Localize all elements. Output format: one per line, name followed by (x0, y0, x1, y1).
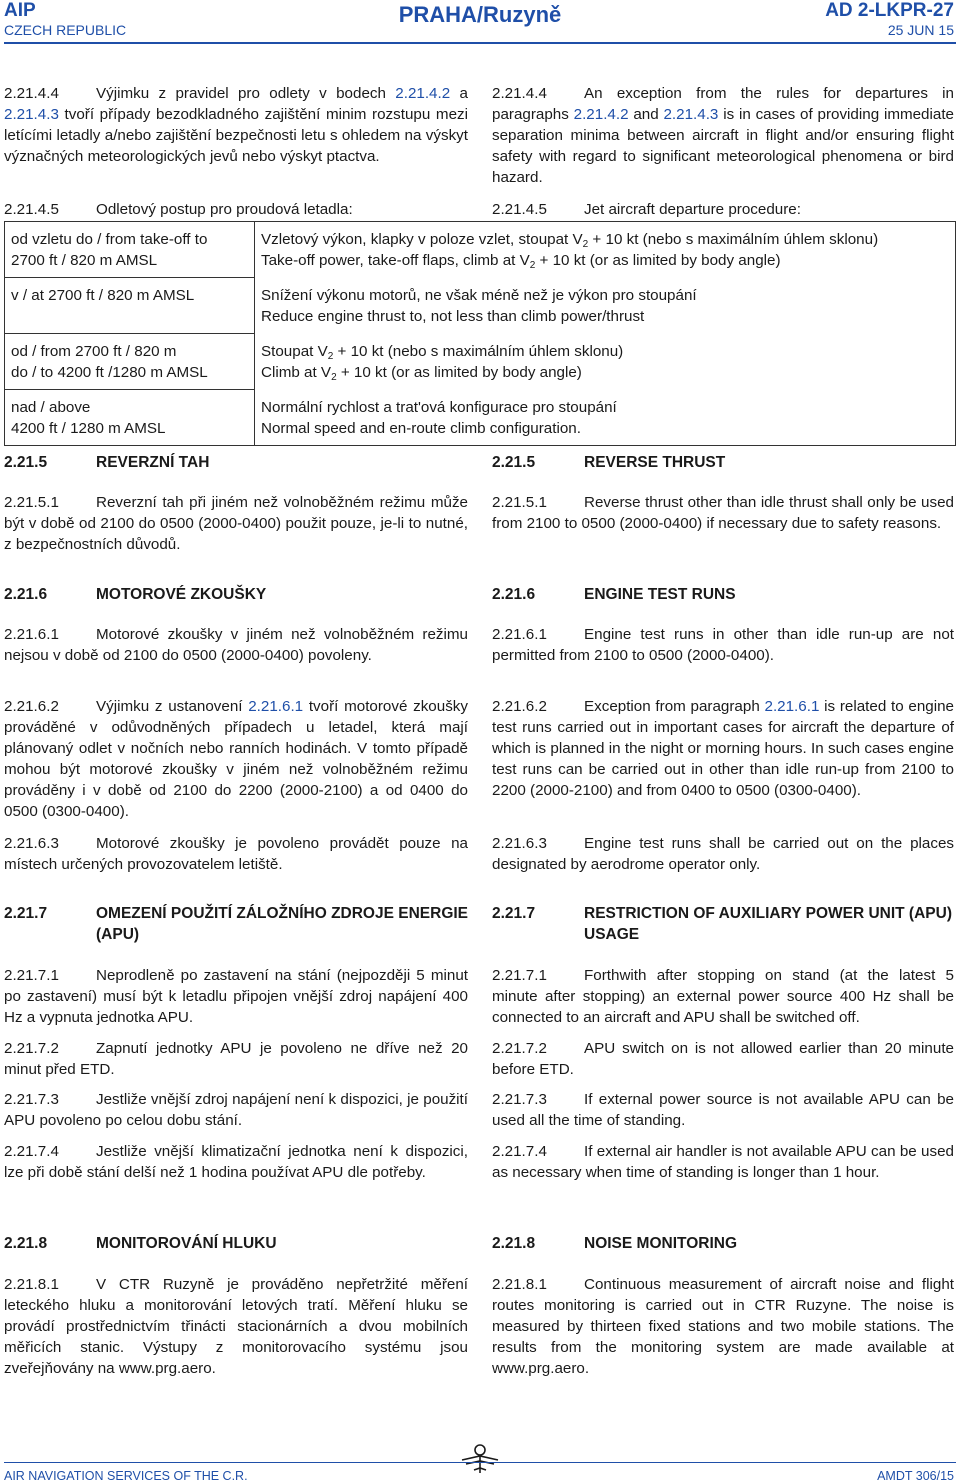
para-number: 2.21.7.4 (4, 1143, 59, 1160)
para-number: 2.21.4.4 (492, 85, 547, 102)
para-number: 2.21.7.3 (492, 1091, 547, 1108)
para-2-21-8-1-en (492, 1274, 954, 1379)
para-text: Motorové zkoušky v jiném než volnoběžném režimu nejsou v době od 2100 do 0500 (2000-0400) povoleny. (4, 626, 468, 664)
para-text: Odletový postup pro proudová letadla: (96, 201, 353, 218)
heading-number: 2.21.5 (4, 454, 48, 471)
heading-2-21-7-en (492, 903, 954, 945)
heading-2-21-6-en (492, 584, 954, 605)
para-2-21-7-4-en (492, 1141, 954, 1183)
para-2-21-5-1-en (492, 492, 954, 534)
para-text: Jet aircraft departure procedure: (584, 201, 801, 218)
para-number: 2.21.7.1 (492, 967, 547, 984)
heading-number: 2.21.6 (4, 586, 48, 603)
para-2-21-7-2-cz (4, 1038, 468, 1080)
procedure-cell (255, 222, 956, 278)
cell-line-en: Reduce engine thrust to, not less than climb power/thrust (261, 307, 645, 325)
header-right (825, 0, 954, 38)
para-text: Výjimku z pravidel pro odlety v bodech (96, 85, 396, 102)
heading-number: 2.21.8 (4, 1235, 48, 1252)
heading-number: 2.21.6 (492, 586, 536, 603)
para-number: 2.21.5.1 (4, 494, 59, 511)
cell-line: 4200 ft / 1280 m AMSL (11, 420, 166, 437)
para-number: 2.21.7.2 (4, 1040, 59, 1057)
para-2-21-7-1-en (492, 965, 954, 1028)
para-text: V CTR Ruzyně je prováděno nepřetržité měření leteckého hluku a monitorování letových tratí. Měření hluku se provádí prostřednictvím třinácti stacionárních a dvou mobilních měřicích stanic. Výstupy z monitorovacího systému jsou zveřejňovány na www.prg.aero. (4, 1276, 468, 1377)
para-text: Jestliže vnější zdroj napájení není k dispozici, je použití APU povoleno po celou dobu stání. (4, 1091, 468, 1129)
cell-line-cz: Snížení výkonu motorů, ne však méně než je výkon pro stoupání (261, 286, 697, 304)
heading-text: REVERZNÍ TAH (96, 454, 210, 471)
ans-cr-logo-icon (458, 1440, 502, 1474)
heading-text: ENGINE TEST RUNS (584, 586, 736, 603)
ref-link-2-21-4-2[interactable]: 2.21.4.2 (395, 85, 451, 102)
para-text: Neprodleně po zastavení na stání (nejpozději 5 minut po zastavení) musí být k letadlu připojen vnější zdroj napájení 400 Hz a vypnuta jednotka APU. (4, 967, 468, 1026)
para-text: Zapnutí jednotky APU je povoleno ne dříve než 20 minut před ETD. (4, 1040, 468, 1078)
para-text: An exception from the rules for departures in paragraphs (492, 85, 954, 123)
altitude-cell (5, 390, 255, 446)
para-text: If external air handler is not available APU can be used as necessary when time of standing is longer than 1 hour. (492, 1143, 954, 1181)
para-text: tvoří případy bezodkladného zajištění minim rozstupu mezi letícími letadly a/nebo zajištění bezpečnosti letu s ohledem na výskyt význačných meteorologických jevů nebo výskyt ptactva. (4, 106, 468, 165)
procedure-cell (255, 390, 956, 446)
para-text: tvoří motorové zkoušky prováděné v odůvodněných případech u letadel, která mají plánovaný odlet v nočních nebo ranních hodinách. V tomto případě mohou být motorové zkoušky v jiném než volnoběžném režimu prováděny i v době od 2100 do 2200 (2000-2100) a od 0400 do 0500 (0300-0400). (4, 698, 468, 820)
para-number: 2.21.7.3 (4, 1091, 59, 1108)
para-text: Exception from paragraph (584, 698, 765, 715)
para-2-21-6-2-cz (4, 696, 468, 822)
text: + 10 kt (nebo s maximálním úhlem sklonu) (333, 342, 624, 360)
heading-2-21-5-cz (4, 452, 468, 473)
para-number: 2.21.6.2 (492, 698, 547, 715)
document-code: AD 2-LKPR-27 (825, 0, 954, 21)
table-row (5, 334, 956, 390)
heading-text: RESTRICTION OF AUXILIARY POWER UNIT (APU) USAGE (584, 905, 952, 943)
para-number: 2.21.4.4 (4, 85, 59, 102)
para-text: Forthwith after stopping on stand (at the latest 5 minute after stopping) an external power source 400 Hz shall be connected to an aircraft and APU shall be switched off. (492, 967, 954, 1026)
procedure-cell (255, 278, 956, 334)
altitude-cell (5, 278, 255, 334)
cell-line: do / to 4200 ft /1280 m AMSL (11, 364, 208, 381)
heading-number: 2.21.7 (492, 905, 536, 922)
para-2-21-6-1-en (492, 624, 954, 666)
heading-2-21-8-cz (4, 1233, 468, 1254)
heading-number: 2.21.7 (4, 905, 48, 922)
heading-2-21-8-en (492, 1233, 954, 1254)
aip-label: AIP (4, 0, 36, 21)
text: + 10 kt (nebo s maximálním úhlem sklonu) (588, 231, 879, 248)
ref-link-2-21-4-2[interactable]: 2.21.4.2 (573, 106, 629, 123)
para-number: 2.21.8.1 (492, 1276, 547, 1293)
text: + 10 kt (or as limited by body angle) (336, 363, 582, 381)
para-number: 2.21.6.1 (492, 626, 547, 643)
ref-link-2-21-6-1[interactable]: 2.21.6.1 (248, 698, 304, 715)
page-title: PRAHA/Ruzyně (398, 2, 562, 27)
cell-line-en: Normal speed and en-route climb configuration. (261, 419, 581, 437)
subscript: 2 (529, 260, 536, 271)
para-number: 2.21.6.3 (492, 835, 547, 852)
cell-line-cz: Normální rychlost a trat'ová konfigurace pro stoupání (261, 398, 617, 416)
para-number: 2.21.6.3 (4, 835, 59, 852)
para-text: Motorové zkoušky je povoleno provádět pouze na místech určených provozovatelem letiště. (4, 835, 468, 873)
para-2-21-4-4-en (492, 83, 954, 188)
cell-line: nad / above (11, 399, 91, 416)
header-divider (4, 42, 956, 44)
para-2-21-6-3-cz (4, 833, 468, 875)
ref-link-2-21-6-1[interactable]: 2.21.6.1 (764, 698, 820, 715)
heading-2-21-5-en (492, 452, 954, 473)
subscript: 2 (327, 350, 334, 362)
ref-link-2-21-4-3[interactable]: 2.21.4.3 (4, 106, 59, 123)
cell-line-cz (261, 229, 949, 250)
para-number: 2.21.7.4 (492, 1143, 547, 1160)
para-2-21-7-2-en (492, 1038, 954, 1080)
cell-line: od vzletu do / from take-off to (11, 231, 208, 248)
heading-2-21-6-cz (4, 584, 468, 605)
para-2-21-7-1-cz (4, 965, 468, 1028)
para-number: 2.21.6.1 (4, 626, 59, 643)
altitude-cell (5, 334, 255, 390)
para-number: 2.21.7.2 (492, 1040, 547, 1057)
effective-date: 25 JUN 15 (887, 22, 954, 38)
para-text: is in cases of providing immediate separation minima between aircraft in flight and/or ensuring flight safety with regard to significant meteorological phenomena or bird hazard. (492, 106, 954, 186)
heading-text: REVERSE THRUST (584, 454, 726, 471)
para-2-21-7-3-en (492, 1089, 954, 1131)
para-text: a (450, 85, 468, 102)
heading-2-21-7-cz (4, 903, 468, 945)
para-number: 2.21.4.5 (4, 201, 59, 218)
para-text: Engine test runs shall be carried out on the places designated by aerodrome operator only. (492, 835, 954, 873)
cell-line-en (261, 250, 949, 271)
text: Take-off power, take-off flaps, climb at V (261, 252, 530, 269)
para-text: Reverzní tah při jiném než volnoběžném režimu může být v době od 2100 do 0500 (2000-0400) použit pouze, je-li to nutné, z bezpečnostních důvodů. (4, 494, 468, 553)
subscript: 2 (331, 371, 337, 383)
para-text: and (628, 106, 664, 123)
para-number: 2.21.7.1 (4, 967, 59, 984)
text: + 10 kt (or as limited by body angle) (535, 252, 781, 269)
text: Stoupat V (261, 342, 328, 360)
para-2-21-6-1-cz (4, 624, 468, 666)
para-2-21-8-1-cz (4, 1274, 468, 1379)
para-2-21-5-1-cz (4, 492, 468, 555)
table-row (5, 390, 956, 446)
para-text: Continuous measurement of aircraft noise and flight routes monitoring is carried out in CTR Ruzyne. The noise is measured by thirteen fixed stations and two mobile stations. The results from the monitoring system are made available at www.prg.aero. (492, 1276, 954, 1377)
footer-amendment: AMDT 306/15 (877, 1469, 954, 1482)
para-2-21-6-3-en (492, 833, 954, 875)
para-text: Výjimku z ustanovení (96, 698, 249, 715)
para-text: APU switch on is not allowed earlier than 20 minute before ETD. (492, 1040, 954, 1078)
country-label: CZECH REPUBLIC (4, 22, 127, 38)
text: Vzletový výkon, klapky v poloze vzlet, stoupat V (261, 231, 583, 248)
heading-text: NOISE MONITORING (584, 1235, 738, 1252)
altitude-cell (5, 222, 255, 278)
para-number: 2.21.4.5 (492, 201, 547, 218)
table-row (5, 222, 956, 278)
para-2-21-6-2-en (492, 696, 954, 801)
heading-number: 2.21.5 (492, 454, 536, 471)
para-2-21-4-5-cz (4, 199, 468, 220)
para-number: 2.21.8.1 (4, 1276, 59, 1293)
para-number: 2.21.5.1 (492, 494, 547, 511)
para-2-21-7-4-cz (4, 1141, 468, 1183)
para-text: Reverse thrust other than idle thrust shall only be used from 2100 to 0500 (2000-0400) if necessary due to safety reasons. (492, 494, 954, 532)
table-row (5, 278, 956, 334)
procedure-cell (255, 334, 956, 390)
heading-text: MONITOROVÁNÍ HLUKU (96, 1235, 277, 1252)
cell-line: od / from 2700 ft / 820 m (11, 343, 177, 360)
cell-line-en (261, 362, 949, 383)
para-text: Engine test runs in other than idle run-up are not permitted from 2100 to 0500 (2000-0400). (492, 626, 954, 664)
para-2-21-4-4-cz (4, 83, 468, 167)
para-number: 2.21.6.2 (4, 698, 59, 715)
cell-line: v / at 2700 ft / 820 m AMSL (11, 287, 195, 304)
para-text: Jestliže vnější klimatizační jednotka není k dispozici, lze při době stání delší než 1 hodina používat APU dle potřeby. (4, 1143, 468, 1181)
heading-text: MOTOROVÉ ZKOUŠKY (96, 586, 267, 603)
text: Climb at V (261, 363, 332, 381)
ref-link-2-21-4-3[interactable]: 2.21.4.3 (663, 106, 719, 123)
departure-procedure-table (4, 221, 956, 446)
footer-divider (4, 1462, 956, 1463)
cell-line: 2700 ft / 820 m AMSL (11, 252, 158, 269)
footer-publisher: AIR NAVIGATION SERVICES OF THE C.R. (4, 1469, 248, 1482)
heading-number: 2.21.8 (492, 1235, 536, 1252)
para-2-21-4-5-en (492, 199, 954, 220)
para-text: If external power source is not available APU can be used all the time of standing. (492, 1091, 954, 1129)
cell-spacer (11, 306, 248, 327)
subscript: 2 (582, 239, 589, 250)
heading-text: OMEZENÍ POUŽITÍ ZÁLOŽNÍHO ZDROJE ENERGIE (APU) (96, 905, 469, 943)
cell-line-cz (261, 341, 949, 362)
para-2-21-7-3-cz (4, 1089, 468, 1131)
para-text: is related to engine test runs carried out in important cases for aircraft the departure of which is planned in the night or morning hours. In such cases engine test runs can be carried out in other than idle run-up from 2100 to 2200 (2000-2100) and from 0400 to 0500 (0300-0400). (492, 698, 954, 799)
